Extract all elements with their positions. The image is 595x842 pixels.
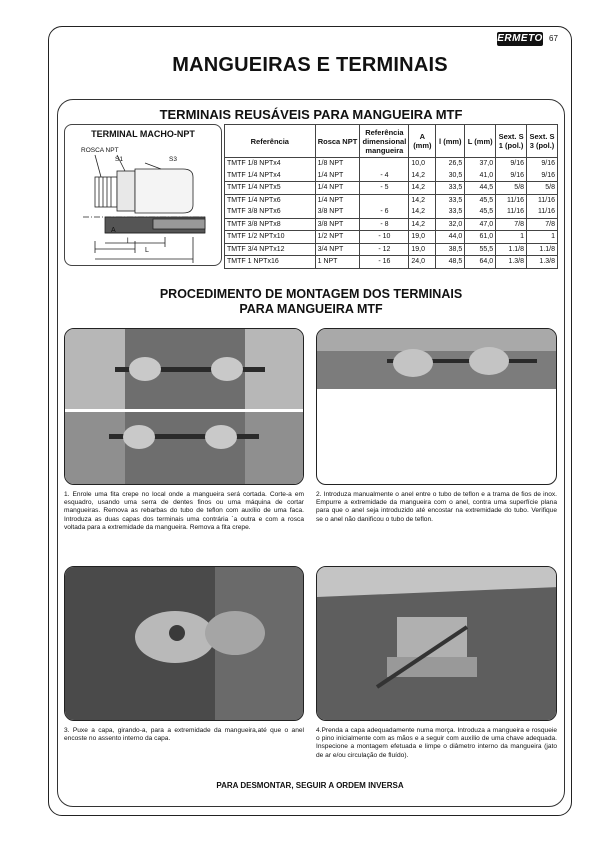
brand-logo: ERMETO: [497, 33, 543, 44]
procedure-title-line1: PROCEDIMENTO DE MONTAGEM DOS TERMINAIS: [159, 287, 463, 301]
page-number: 67: [549, 34, 558, 43]
table-cell-s3: 1: [527, 231, 558, 244]
table-cell-ref: TMTF 1/4 NPTx6: [225, 194, 316, 206]
table-cell-L: 41,0: [465, 170, 496, 182]
table-cell-npt: 3/8 NPT: [315, 206, 360, 218]
table-cell-l: 33,5: [436, 206, 465, 218]
table-cell-npt: 1/4 NPT: [315, 170, 360, 182]
step-3-caption: 3. Puxe a capa, girando-a, para a extremidade da mangueira,até que o anel encoste no assento interno da capa.: [64, 727, 304, 743]
table-cell-l: 30,5: [436, 170, 465, 182]
table-row: [225, 182, 558, 195]
table-cell-ref: TMTF 1/2 NPTx10: [225, 231, 316, 244]
step-1-caption: 1. Enrole uma fita crepe no local onde a mangueira será cortada. Corte-a em esquadro, usando uma serra de dentes finos ou uma máquina de cortar mangueiras. Remova as rebarbas do tubo de teflon com auxílio de uma faca. Introduza as duas capas dos terminais uma contrária `a outra e com a rosca voltada para a extremidade da mangueira. Remova a fita crepe.: [64, 491, 304, 531]
step-4-caption: 4.Prenda a capa adequadamente numa morça. Introduza a mangueira e rosqueie o pino inicialmente com as mãos e a seguir com auxílio de uma chave adequada. Inspecione a montagem efetuada e limpe o diâmetro interno da mangueira (jato de ar e/ou circulação de fluído).: [316, 727, 557, 759]
table-row: [225, 218, 558, 231]
procedure-title-line2: PARA MANGUEIRA MTF: [239, 302, 383, 316]
table-cell-L: 55,5: [465, 243, 496, 256]
table-cell-hose: [360, 194, 409, 206]
table-cell-s1: 9/16: [496, 170, 527, 182]
table-cell-s3: 9/16: [527, 158, 558, 170]
table-cell-npt: 1/4 NPT: [315, 194, 360, 206]
table-cell-s1: 11/16: [496, 206, 527, 218]
diagram-label-thread: ROSCA NPT: [81, 147, 119, 154]
table-cell-a: 10,0: [409, 158, 436, 170]
diagram-label-a: A: [111, 227, 116, 234]
terminal-diagram: [64, 124, 222, 266]
spec-section-title: TERMINAIS REUSÁVEIS PARA MANGUEIRA MTF: [159, 107, 463, 122]
table-row: [225, 256, 558, 269]
col-header: A (mm): [409, 125, 436, 158]
table-cell-a: 14,2: [409, 182, 436, 195]
table-cell-L: 61,0: [465, 231, 496, 244]
table-cell-s1: 1.1/8: [496, 243, 527, 256]
table-cell-a: 24,0: [409, 256, 436, 269]
col-header: Referência dimensional mangueira: [360, 125, 409, 158]
diagram-label-l: l: [127, 238, 129, 245]
table-cell-L: 45,5: [465, 194, 496, 206]
table-cell-npt: 3/4 NPT: [315, 243, 360, 256]
table-row: [225, 158, 558, 170]
table-cell-l: 38,5: [436, 243, 465, 256]
table-row: [225, 206, 558, 218]
table-cell-a: 14,2: [409, 218, 436, 231]
step-4-image: [317, 567, 557, 721]
table-cell-s3: 5/8: [527, 182, 558, 195]
step-1-photo: [64, 328, 304, 485]
table-cell-npt: 1/2 NPT: [315, 231, 360, 244]
table-cell-npt: 1 NPT: [315, 256, 360, 269]
table-cell-s1: 1.3/8: [496, 256, 527, 269]
diagram-label-s3: S3: [169, 156, 177, 163]
table-cell-npt: 1/4 NPT: [315, 182, 360, 195]
table-cell-s1: 11/16: [496, 194, 527, 206]
col-header: Rosca NPT: [315, 125, 360, 158]
table-cell-a: 14,2: [409, 206, 436, 218]
table-cell-L: 47,0: [465, 218, 496, 231]
table-cell-s1: 9/16: [496, 158, 527, 170]
table-cell-l: 26,5: [436, 158, 465, 170]
diagram-label-L: L: [145, 247, 149, 254]
table-cell-a: 14,2: [409, 194, 436, 206]
col-header: L (mm): [465, 125, 496, 158]
table-cell-hose: - 6: [360, 206, 409, 218]
table-cell-ref: TMTF 3/8 NPTx6: [225, 206, 316, 218]
table-cell-L: 45,5: [465, 206, 496, 218]
table-cell-ref: TMTF 3/4 NPTx12: [225, 243, 316, 256]
table-cell-ref: TMTF 1/8 NPTx4: [225, 158, 316, 170]
spec-table: [224, 124, 558, 269]
table-cell-s3: 1.3/8: [527, 256, 558, 269]
table-cell-L: 64,0: [465, 256, 496, 269]
table-cell-l: 33,5: [436, 182, 465, 195]
procedure-title: [57, 287, 565, 317]
table-cell-hose: [360, 158, 409, 170]
table-cell-ref: TMTF 1 NPTx16: [225, 256, 316, 269]
table-cell-s1: 1: [496, 231, 527, 244]
table-cell-ref: TMTF 1/4 NPTx5: [225, 182, 316, 195]
table-cell-s3: 1.1/8: [527, 243, 558, 256]
table-cell-npt: 3/8 NPT: [315, 218, 360, 231]
page-title: MANGUEIRAS E TERMINAIS: [172, 54, 448, 76]
table-cell-a: 19,0: [409, 231, 436, 244]
diagram-label-s1: S1: [115, 156, 123, 163]
table-cell-npt: 1/8 NPT: [315, 158, 360, 170]
table-cell-hose: - 16: [360, 256, 409, 269]
table-cell-hose: - 8: [360, 218, 409, 231]
col-header: Sext. S 3 (pol.): [527, 125, 558, 158]
step-4-photo: [316, 566, 557, 721]
col-header: l (mm): [436, 125, 465, 158]
step-2-photo: [316, 328, 557, 485]
step-1-image: [65, 329, 304, 485]
table-cell-s3: 11/16: [527, 206, 558, 218]
table-cell-s1: 5/8: [496, 182, 527, 195]
table-cell-l: 44,0: [436, 231, 465, 244]
step-3-image: [65, 567, 304, 721]
table-cell-hose: - 12: [360, 243, 409, 256]
table-header-row: [225, 125, 558, 158]
table-row: [225, 231, 558, 244]
table-row: [225, 170, 558, 182]
table-cell-L: 37,0: [465, 158, 496, 170]
table-cell-s1: 7/8: [496, 218, 527, 231]
table-cell-a: 19,0: [409, 243, 436, 256]
table-cell-s3: 11/16: [527, 194, 558, 206]
table-row: [225, 194, 558, 206]
table-cell-hose: - 4: [360, 170, 409, 182]
table-cell-s3: 9/16: [527, 170, 558, 182]
table-row: [225, 243, 558, 256]
table-cell-hose: - 10: [360, 231, 409, 244]
table-cell-s3: 7/8: [527, 218, 558, 231]
col-header: Referência: [225, 125, 316, 158]
step-2-image: [317, 329, 557, 389]
table-cell-a: 14,2: [409, 170, 436, 182]
col-header: Sext. S 1 (pol.): [496, 125, 527, 158]
table-cell-l: 48,5: [436, 256, 465, 269]
step-2-caption: 2. Introduza manualmente o anel entre o tubo de teflon e a trama de fios de inox. Empurre a extremidade da mangueira com o anel, contra uma superfície plana para que o anel seja introduzido até encostar na extremidade do tubo. Verifique se o anel não danificou o tubo de teflon.: [316, 491, 557, 523]
table-cell-hose: - 5: [360, 182, 409, 195]
table-cell-ref: TMTF 3/8 NPTx8: [225, 218, 316, 231]
table-cell-L: 44,5: [465, 182, 496, 195]
table-cell-l: 33,5: [436, 194, 465, 206]
step-3-photo: [64, 566, 304, 721]
diagram-title: TERMINAL MACHO-NPT: [91, 129, 195, 139]
table-cell-l: 32,0: [436, 218, 465, 231]
table-cell-ref: TMTF 1/4 NPTx4: [225, 170, 316, 182]
footer-note: PARA DESMONTAR, SEGUIR A ORDEM INVERSA: [216, 781, 404, 790]
